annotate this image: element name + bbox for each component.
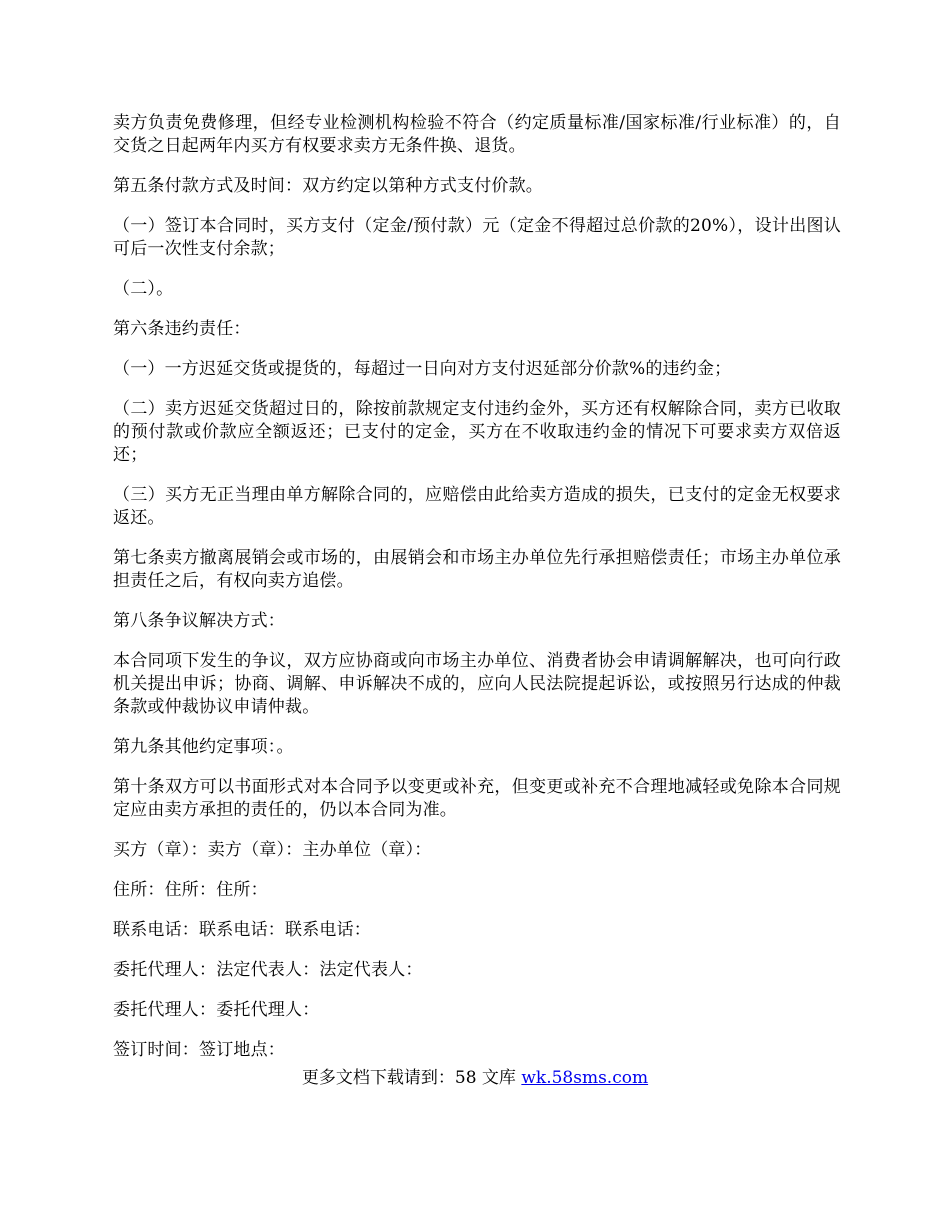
paragraph-article-9: 第九条其他约定事项：。 [113, 737, 294, 757]
paragraph-article-6-item-1: （一）一方迟延交货或提货的，每超过一日向对方支付迟延部分价款%的违约金； [113, 359, 732, 379]
signature-representative-line: 委托代理人：法定代表人：法定代表人： [113, 960, 423, 980]
paragraph-article-8: 第八条争议解决方式： [113, 611, 285, 631]
paragraph-warranty: 卖方负责免费修理，但经专业检测机构检验不符合（约定质量标准/国家标准/行业标准）的，自交货之日起两年内买方有权要求卖方无条件换、退货。 [113, 113, 841, 156]
signature-seal-line: 买方（章）：卖方（章）：主办单位（章）： [113, 840, 432, 860]
signature-phone-line: 联系电话：联系电话：联系电话： [113, 920, 371, 940]
paragraph-article-5: 第五条付款方式及时间：双方约定以第种方式支付价款。 [113, 176, 543, 196]
paragraph-article-5-item-2: （二）。 [113, 279, 174, 299]
signature-date-place-line: 签订时间：签订地点： [113, 1040, 285, 1060]
paragraph-article-7: 第七条卖方撤离展销会或市场的，由展销会和市场主办单位先行承担赔偿责任；市场主办单位承担责任之后，有权向卖方追偿。 [113, 548, 841, 591]
paragraph-article-6-item-3: （三）买方无正当理由单方解除合同的，应赔偿由此给卖方造成的损失，已支付的定金无权要求返还。 [113, 485, 841, 528]
footer-link[interactable]: wk.58sms.com [521, 1068, 649, 1088]
document-body [113, 112, 841, 1079]
paragraph-article-6-item-2: （二）卖方迟延交货超过日的，除按前款规定支付违约金外，买方还有权解除合同，卖方已收取的预付款或价款应全额返还；已支付的定金，买方在不收取违约金的情况下可要求卖方双倍返还； [113, 399, 841, 465]
signature-agent-line: 委托代理人：委托代理人： [113, 1000, 320, 1020]
paragraph-article-10: 第十条双方可以书面形式对本合同予以变更或补充，但变更或补充不合理地减轻或免除本合同规定应由卖方承担的责任的，仍以本合同为准。 [113, 777, 841, 820]
paragraph-article-5-item-1: （一）签订本合同时，买方支付（定金/预付款）元（定金不得超过总价款的20%），设计出图认可后一次性支付余款； [113, 216, 841, 259]
footer-text: 更多文档下载请到：58 文库 [301, 1068, 522, 1088]
signature-address-line: 住所：住所：住所： [113, 880, 268, 900]
paragraph-article-8-body: 本合同项下发生的争议，双方应协商或向市场主办单位、消费者协会申请调解解决，也可向行政机关提出申诉；协商、调解、申诉解决不成的，应向人民法院提起诉讼，或按照另行达成的仲裁条款或仲裁协议申请仲裁。 [113, 651, 841, 717]
paragraph-article-6: 第六条违约责任： [113, 319, 251, 339]
page-footer [0, 1067, 950, 1090]
